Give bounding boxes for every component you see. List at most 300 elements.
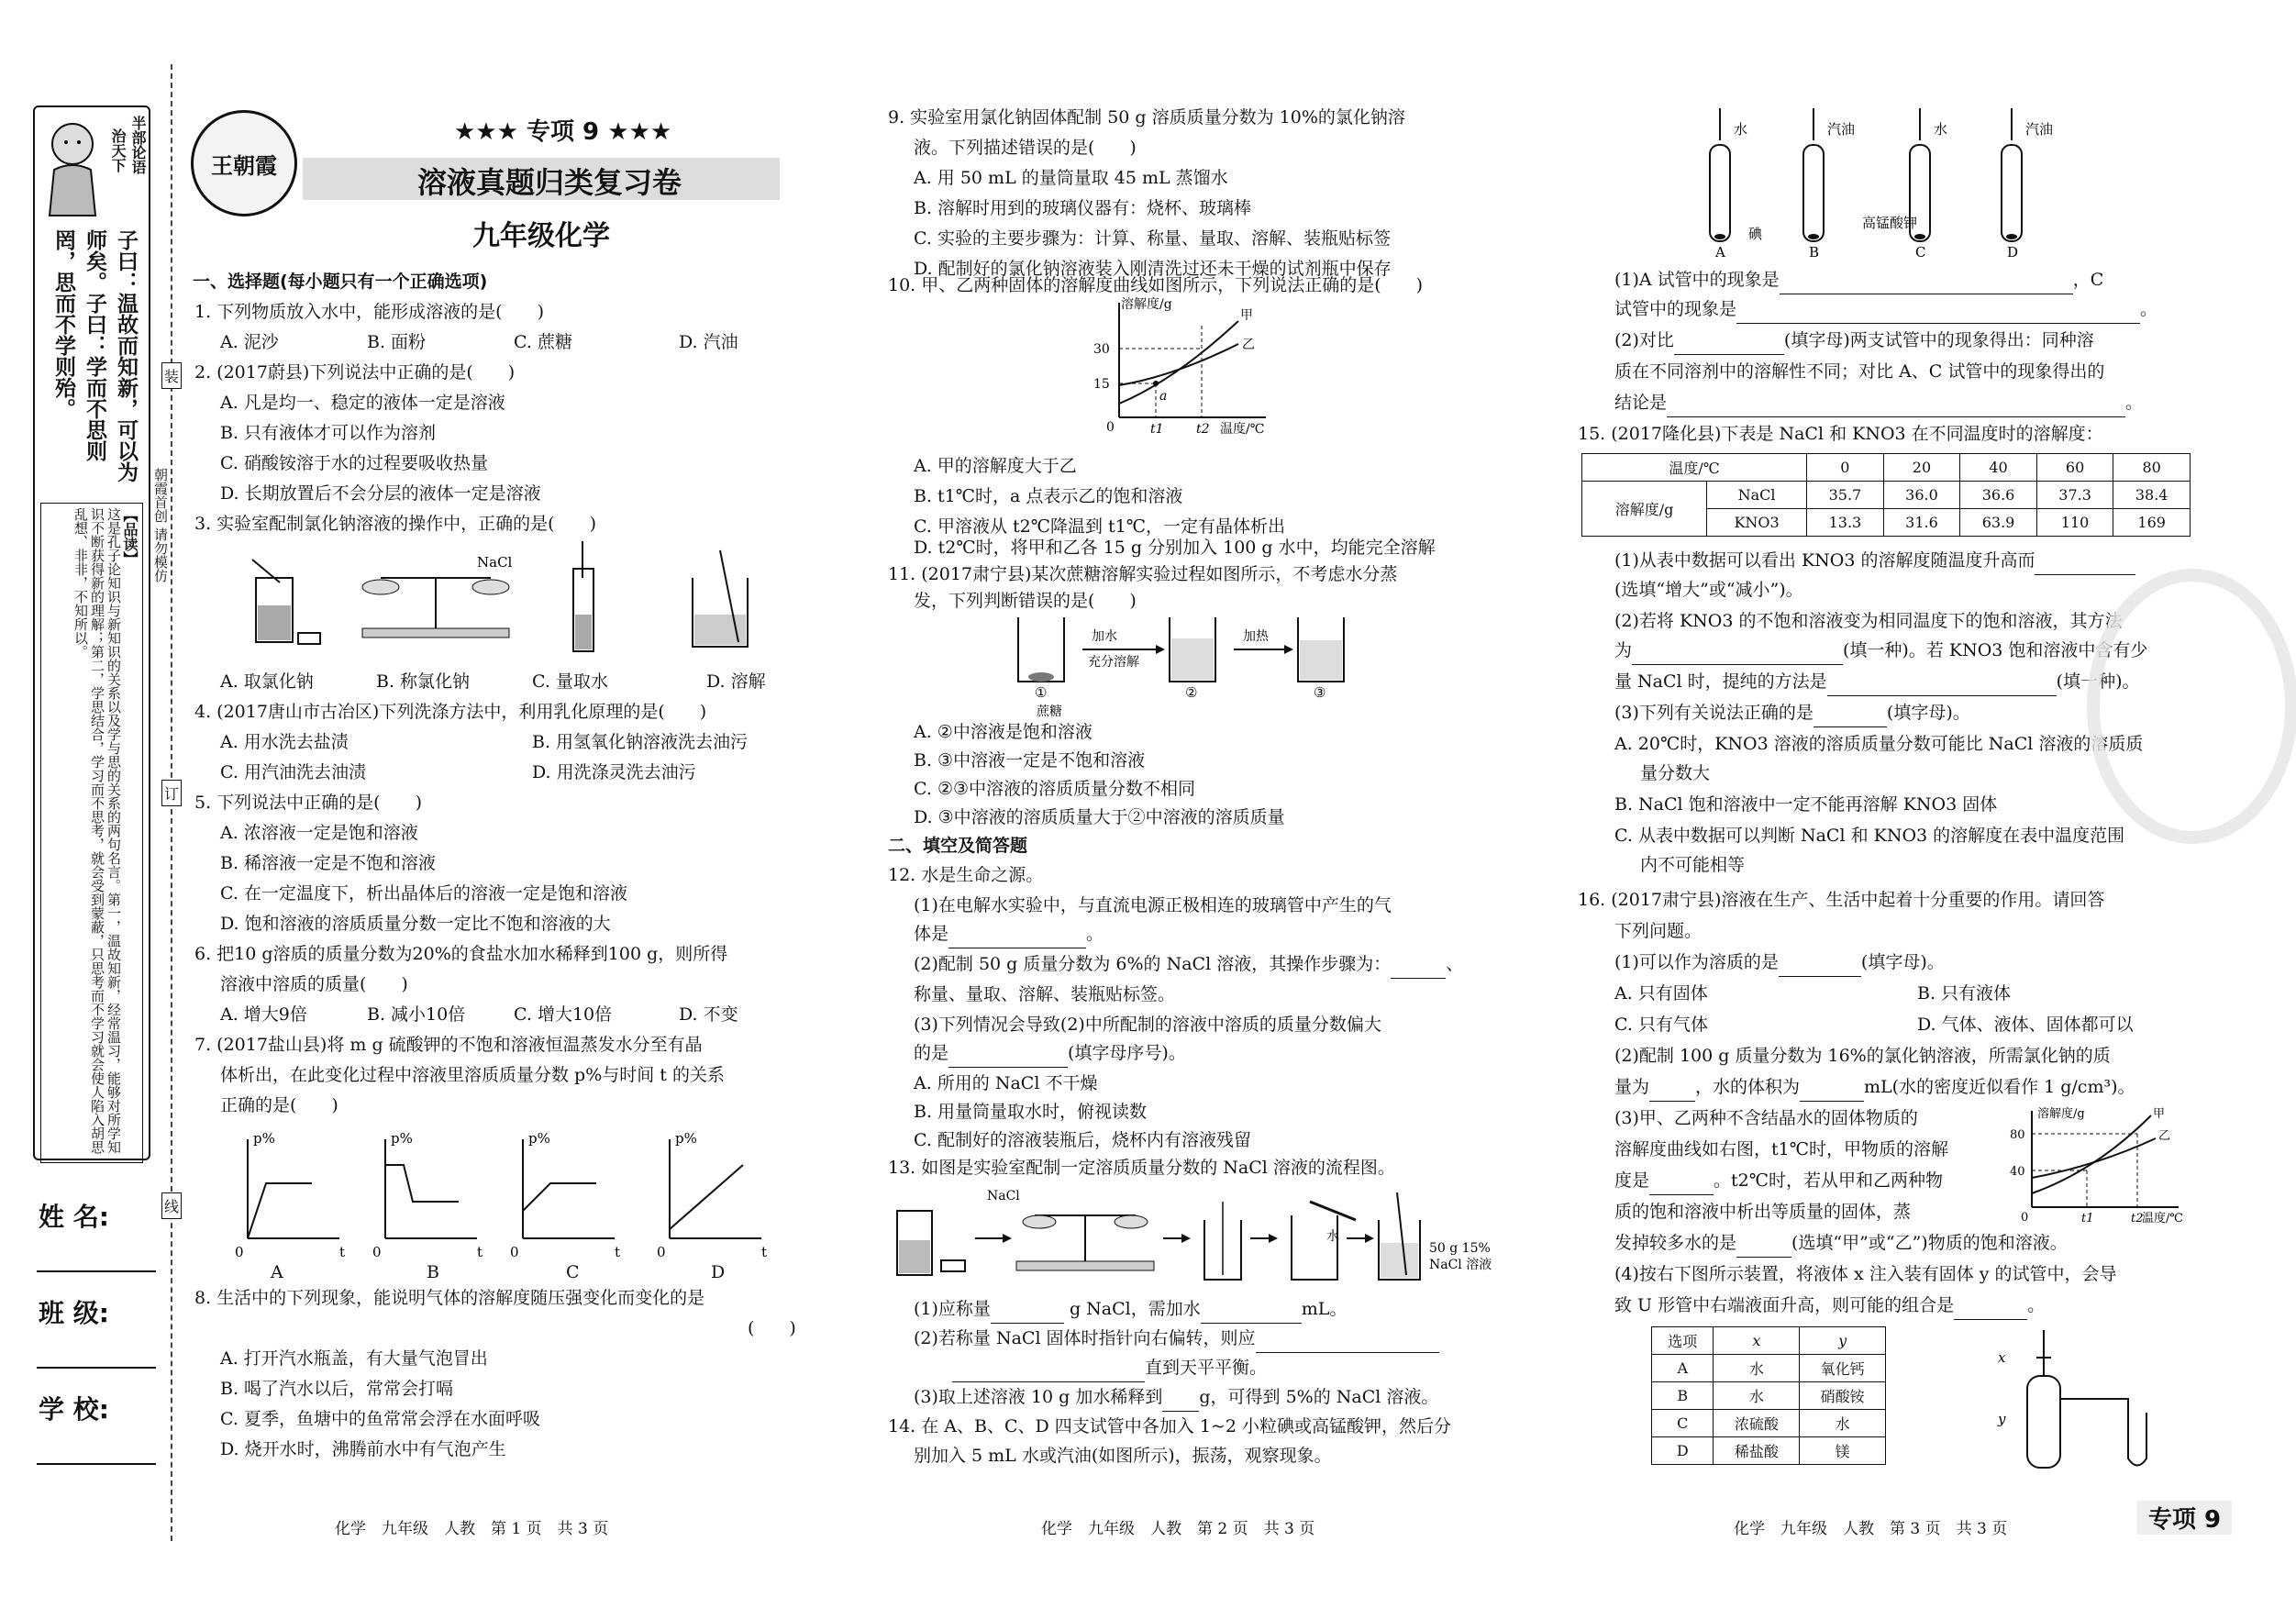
q13-3-blank[interactable] (1162, 1392, 1199, 1412)
seal-mark-2: 订 (161, 780, 182, 806)
q7-graph-a (235, 1130, 345, 1260)
table-cell: 110 (2036, 509, 2113, 537)
logo-text: 王朝霞 (211, 151, 277, 179)
q11-line2: 发，下列判断错误的是( ) (914, 591, 1137, 611)
q15-opt-c[interactable]: C. 从表中数据可以判断 NaCl 和 KNO3 的溶解度在表中温度范围 (1614, 826, 2125, 846)
q15-opt-a[interactable]: A. 20℃时，KNO3 溶液的溶质质量分数可能比 NaCl 溶液的溶质质 (1614, 734, 2144, 754)
q7d-t: t (761, 1244, 768, 1260)
q12-2-blank[interactable] (1391, 959, 1446, 979)
q16-apparatus (1991, 1321, 2174, 1486)
q11-n1: ① (1035, 684, 1048, 701)
table-cell: 水 (1714, 1355, 1800, 1382)
q15-3-text: (3)下列有关说法正确的是 (1614, 703, 1814, 723)
q16-opt-a[interactable]: A. 只有固体 (1614, 983, 1708, 1004)
table-cell: A (1652, 1355, 1714, 1382)
q16-y80: 80 (2010, 1128, 2025, 1142)
q10-opt-d[interactable]: D. t2℃时，将甲和乙各 15 g 分别加入 100 g 水中，均能完全溶解 (914, 538, 1436, 558)
q10-zero: 0 (1106, 420, 1115, 435)
q7c-p: p% (528, 1130, 550, 1147)
q5-opt-b[interactable]: B. 稀溶液一定是不饱和溶液 (220, 853, 437, 873)
q12-1-line1: (1)在电解水实验中，与直流电源正极相连的玻璃管中产生的气 (914, 895, 1392, 915)
q13-3 (914, 1383, 1438, 1412)
seal-mark-1: 装 (161, 362, 182, 389)
q12-3-blank[interactable] (948, 1048, 1068, 1068)
q7-graph-d (657, 1130, 767, 1260)
q7a-p: p% (253, 1130, 275, 1147)
q11-line1: 11. (2017肃宁县)某次蔗糖溶解实验过程如图所示，不考虑水分蒸 (888, 564, 1398, 584)
q15-temp-2: 40 (1960, 454, 2037, 482)
q16-3-line5 (1614, 1229, 2068, 1258)
q16-x-label: x (1998, 1349, 2006, 1366)
scholar-avatar (40, 115, 105, 220)
q15-1-blank[interactable] (2035, 555, 2135, 575)
q16-2-text-b: 量为 (1614, 1077, 1650, 1097)
q16-line1: 16. (2017肃宁县)溶液在生产、生活中起着十分重要的作用。请回答 (1578, 890, 2105, 910)
q7-opt-d[interactable]: D (711, 1262, 726, 1282)
tube-iodine: 碘 (1748, 226, 1763, 242)
q8-opt-a[interactable]: A. 打开汽水瓶盖，有大量气泡冒出 (220, 1348, 488, 1369)
table-cell: 浓硫酸 (1714, 1410, 1800, 1437)
q16-solubility-chart (2004, 1106, 2197, 1225)
q11-opt-a[interactable]: A. ②中溶液是饱和溶液 (914, 722, 1093, 742)
q16-2-blank-b[interactable] (1800, 1081, 1864, 1102)
q16-y-label: y (1998, 1411, 2006, 1427)
q8: 8. 生活中的下列现象，能说明气体的溶解度随压强变化而变化的是 (194, 1288, 705, 1308)
q16-4-line1: (4)按右下图所示装置，将液体 x 注入装有固体 y 的试管中，会导 (1614, 1264, 2117, 1284)
star-icon: ★★★ (607, 118, 672, 146)
q10-opt-c[interactable]: C. 甲溶液从 t2℃降温到 t1℃，一定有晶体析出 (914, 516, 1285, 537)
q1-opt-d[interactable]: D. 汽油 (679, 332, 738, 352)
q7-graph-b (372, 1130, 482, 1260)
q7-graph-c (510, 1130, 620, 1260)
q11-heat: 加热 (1243, 629, 1269, 644)
q7d-zero: 0 (657, 1244, 666, 1260)
q12: 12. 水是生命之源。 (888, 865, 1044, 885)
q7-opt-c[interactable]: C (566, 1262, 580, 1282)
q15-opt-c-cont: 内不可能相等 (1640, 855, 1746, 875)
q10-opt-b[interactable]: B. t1℃时，a 点表示乙的饱和溶液 (914, 486, 1183, 506)
star-icon: ★★★ (454, 118, 518, 146)
q5: 5. 下列说法中正确的是( ) (194, 793, 422, 813)
q13-figure (888, 1183, 1493, 1293)
q7b-t: t (477, 1244, 483, 1260)
q13-2 (914, 1325, 1439, 1353)
table-cell: 水 (1800, 1410, 1886, 1437)
reading-text: 这是孔子论知识与新知识的关系以及学与思的关系的两句名言。第一，温故知新，经常温习，能够对所学知识不断获得新的理解；第二，学思结合，学习而不思考，就会受到蒙蔽，只思考而不学习就会使人陷入胡思乱想、非非，不知所以。 (72, 507, 122, 1154)
q13-3-text-b: g，可得到 5%的 NaCl 溶液。 (1199, 1387, 1439, 1407)
q15-2-line1: (2)若将 KNO3 的不饱和溶液变为相同温度下的饱和溶液，其方法 (1614, 611, 2123, 631)
q15-2-blank-b[interactable] (1827, 676, 2057, 696)
q8-opt-b[interactable]: B. 喝了汽水以后，常常会打嗝 (220, 1379, 454, 1399)
q15-2-text-d: 量 NaCl 时，提纯的方法是 (1614, 671, 1827, 692)
table-cell: 38.4 (2113, 482, 2191, 509)
q15-table (1581, 453, 2191, 537)
q16-1-blank[interactable] (1779, 957, 1861, 977)
q10-xlabel: 温度/℃ (1220, 422, 1265, 437)
q16-xlabel: 温度/℃ (2142, 1212, 2183, 1225)
q15-temp-4: 80 (2113, 454, 2191, 482)
q3-opt-c[interactable]: C. 量取水 (532, 671, 608, 692)
table-cell: 氧化钙 (1800, 1355, 1886, 1382)
q4: 4. (2017唐山市古冶区)下列洗涤方法中，利用乳化原理的是( ) (194, 702, 707, 722)
q15-2-text-c: (填一种)。若 KNO3 饱和溶液中含有少 (1843, 640, 2148, 660)
slogan: 朝霞首创 请勿模仿 (152, 468, 169, 582)
q16-4-line2: 致 U 形管中右端液面升高，则可能的组合是 。 (1614, 1292, 2045, 1320)
q16-2-text-d: mL(水的密度近似看作 1 g/cm³)。 (1864, 1077, 2135, 1097)
q10-y15: 15 (1093, 377, 1110, 392)
q16-opt-d[interactable]: D. 气体、液体、固体都可以 (1917, 1015, 2134, 1035)
section-2-title: 二、填空及简答题 (888, 836, 1028, 856)
q15: 15. (2017隆化县)下表是 NaCl 和 KNO3 在不同温度时的溶解度： (1578, 424, 2103, 444)
q16-2-text-c: ，水的体积为 (1695, 1077, 1801, 1097)
q16-th-option: 选项 (1652, 1327, 1714, 1355)
q14-1-text: (1)A 试管中的现象是 (1614, 270, 1780, 290)
table-cell: 水 (1714, 1382, 1800, 1410)
q16-t2: t2 (2131, 1212, 2144, 1225)
q12-3-line1: (3)下列情况会导致(2)中所配制的溶液中溶质的质量分数偏大 (914, 1015, 1381, 1035)
tube-d-oil: 汽油 (2025, 121, 2054, 138)
q16-3-blank-a[interactable] (1649, 1175, 1714, 1195)
q11-opt-c[interactable]: C. ②③中溶液的溶质质量分数不相同 (914, 779, 1196, 799)
q15-3-text-b: (填字母)。 (1886, 703, 1970, 723)
q14-1-line1 (1614, 266, 2103, 294)
q16-2-blank-a[interactable] (1649, 1081, 1695, 1102)
q5-opt-a[interactable]: A. 浓溶液一定是饱和溶液 (220, 823, 418, 843)
q13-1-blank-b[interactable] (1201, 1303, 1302, 1324)
table-cell: 35.7 (1807, 482, 1884, 509)
q14-2-text-d: 结论是 (1614, 393, 1668, 413)
q14-2-text: (2)对比 (1614, 330, 1674, 350)
q12-2-text: (2)配制 50 g 质量分数为 6%的 NaCl 溶液，其操作步骤为： (914, 954, 1392, 974)
q15-1-line1 (1614, 547, 2135, 575)
q3-figure (243, 541, 830, 660)
table-cell: 镁 (1800, 1437, 1886, 1465)
q8-opt-c[interactable]: C. 夏季，鱼塘中的鱼常常会浮在水面呼吸 (220, 1409, 540, 1429)
q2-opt-a[interactable]: A. 凡是均一、稳定的液体一定是溶液 (220, 393, 505, 413)
q1-opt-a[interactable]: A. 泥沙 (220, 332, 279, 352)
q16-opt-c[interactable]: C. 只有气体 (1614, 1015, 1708, 1035)
q16-3-line3 (1614, 1167, 1943, 1195)
q14-2-blank[interactable] (1674, 335, 1784, 355)
q16-yi: 乙 (2158, 1129, 2171, 1143)
q12-opt-c[interactable]: C. 配制好的溶液装瓶后，烧杯内有溶液残留 (914, 1130, 1251, 1150)
q9-line2: 液。下列描述错误的是( ) (914, 138, 1137, 158)
name-field[interactable] (37, 1270, 156, 1272)
q13-2-text-b: 直到天平平衡。 (1145, 1358, 1268, 1378)
q15-opt-b[interactable]: B. NaCl 饱和溶液中一定不能再溶解 KNO3 固体 (1614, 794, 1998, 815)
q16-3-text-c: 度是 (1614, 1170, 1650, 1191)
q15-temp-0: 0 (1807, 454, 1884, 482)
logo-emblem (191, 110, 297, 216)
table-cell: B (1652, 1382, 1714, 1410)
q15-1-line2: (选填“增大”或“减小”)。 (1614, 580, 1803, 600)
q15-2-line3 (1614, 668, 2139, 696)
q10-y30: 30 (1093, 342, 1110, 357)
q14-2-line3: 结论是 。 (1614, 389, 2143, 417)
q15-sol-header: 溶解度/g (1582, 482, 1707, 537)
q7-line2: 体析出，在此变化过程中溶液里溶质质量分数 p%与时间 t 的关系 (220, 1065, 725, 1085)
q4-opt-c[interactable]: C. 用汽油洗去油渍 (220, 762, 366, 782)
q16-th-y: y (1800, 1327, 1886, 1355)
reading-box (40, 503, 143, 1163)
q16-1 (1614, 948, 1945, 977)
q3: 3. 实验室配制氯化钠溶液的操作中，正确的是( ) (194, 514, 596, 534)
q14-line2: 别加入 5 mL 水或汽油(如图所示)，振荡，观察现象。 (914, 1446, 1332, 1466)
q14-1-blank-a[interactable] (1780, 274, 2073, 294)
q10-ylabel: 溶解度/g (1121, 297, 1172, 312)
table-cell: 63.9 (1960, 509, 2037, 537)
q16-1-text-b: (填字母)。 (1860, 952, 1945, 972)
q16-opt-b[interactable]: B. 只有液体 (1917, 983, 2012, 1004)
q15-3 (1614, 699, 1970, 727)
q12-3-text: 的是 (914, 1043, 949, 1063)
q1: 1. 下列物质放入水中，能形成溶液的是( ) (194, 302, 544, 322)
q7-opt-a[interactable]: A (271, 1262, 283, 1282)
q13-water: 水 (1326, 1229, 1339, 1244)
q13-label2: NaCl 溶液 (1429, 1258, 1492, 1272)
q13-1 (914, 1295, 1347, 1324)
q4-opt-d[interactable]: D. 用洗涤灵洗去油污 (532, 762, 696, 782)
q16-ylabel: 溶解度/g (2037, 1107, 2085, 1121)
q12-1-text: 体是 (914, 924, 949, 944)
q11-dissolve: 充分溶解 (1088, 655, 1139, 670)
q13-nacl: NaCl (987, 1189, 1020, 1203)
q11-opt-d[interactable]: D. ③中溶液的溶质质量大于②中溶液的溶质质量 (914, 807, 1285, 827)
tube-kmno4: 高锰酸钾 (1862, 215, 1918, 231)
q12-1-line2: 体是 。 (914, 920, 1104, 948)
motto-b: 治天下 (109, 128, 127, 172)
tube-label-a: A (1715, 244, 1725, 260)
q14-2-blank-b[interactable] (1667, 397, 2125, 417)
q16-3-line4: 质的饱和溶液中析出等质量的固体，蒸 (1614, 1202, 1912, 1222)
tube-b (1803, 108, 1824, 241)
q15-2-text-b: 为 (1614, 640, 1633, 660)
q5-opt-d[interactable]: D. 饱和溶液的溶质质量分数一定比不饱和溶液的大 (220, 914, 611, 934)
q16-3-blank-b[interactable] (1736, 1237, 1791, 1258)
q15-temp-1: 20 (1883, 454, 1960, 482)
reading-title: 【品读】 (121, 507, 139, 566)
q11-opt-b[interactable]: B. ③中溶液一定是不饱和溶液 (914, 750, 1146, 771)
q11-n3: ③ (1314, 684, 1326, 701)
q7b-p: p% (391, 1130, 413, 1147)
q14-2-line2: 质在不同溶剂中的溶解性不同；对比 A、C 试管中的现象得出的 (1614, 361, 2105, 382)
q9-opt-c[interactable]: C. 实验的主要步骤为：计算、称量、量取、溶解、装瓶贴标签 (914, 228, 1391, 249)
tube-label-b: B (1809, 244, 1820, 260)
table-cell: 169 (2113, 509, 2191, 537)
q16-table (1651, 1326, 1886, 1465)
q7-line1: 7. (2017盐山县)将 m g 硫酸钾的不饱和溶液恒温蒸发水分至有晶 (194, 1035, 703, 1055)
q15-3-blank[interactable] (1814, 707, 1887, 727)
school-field[interactable] (37, 1463, 156, 1465)
q12-1-blank[interactable] (948, 928, 1086, 948)
q16-3-text-g: (选填“甲”或“乙”)物质的饱和溶液。 (1791, 1233, 2068, 1253)
subject-title: 九年级化学 (472, 220, 610, 252)
q13-2-text: (2)若称量 NaCl 固体时指针向右偏转，则应 (914, 1328, 1256, 1348)
q13-2-line2 (952, 1354, 1267, 1382)
q14-line1: 14. 在 A、B、C、D 四支试管中各加入 1~2 小粒碘或高锰酸钾，然后分 (888, 1416, 1451, 1436)
q10-opt-a[interactable]: A. 甲的溶解度大于乙 (914, 456, 1077, 476)
q12-3-hint: (填字母序号)。 (1068, 1043, 1186, 1063)
q15-nacl: NaCl (1707, 482, 1807, 509)
watermark-seal-icon (2087, 569, 2296, 844)
q13-1-text-b: g NaCl，需加水 (1069, 1299, 1201, 1319)
q13: 13. 如图是实验室配制一定溶质质量分数的 NaCl 溶液的流程图。 (888, 1158, 1395, 1178)
table-cell: 稀盐酸 (1714, 1437, 1800, 1465)
q7a-t: t (339, 1244, 346, 1260)
class-label: 班 级: (39, 1298, 109, 1328)
q6-opt-c[interactable]: C. 增大10倍 (514, 1004, 613, 1025)
footer-page-2: 化学 九年级 人教 第 2 页 共 3 页 (1041, 1520, 1315, 1538)
q15-1-text: (1)从表中数据可以看出 KNO3 的溶解度随温度升高而 (1614, 550, 2035, 571)
tube-b-oil: 汽油 (1827, 121, 1856, 138)
school-label: 学 校: (39, 1394, 109, 1425)
q9-opt-a[interactable]: A. 用 50 mL 的量筒量取 45 mL 蒸馏水 (914, 168, 1228, 188)
q15-2-text-e: (填一种)。 (2056, 671, 2140, 692)
q13-2-blank[interactable] (1256, 1333, 1439, 1353)
q16-2-line2 (1614, 1073, 2135, 1102)
motto-a: 半部论语 (129, 116, 147, 174)
q6-opt-d[interactable]: D. 不变 (679, 1004, 738, 1025)
q15-kno3: KNO3 (1707, 509, 1807, 537)
footer-page-3: 化学 九年级 人教 第 3 页 共 3 页 (1734, 1520, 2008, 1538)
q16-4-blank[interactable] (1954, 1300, 2027, 1320)
q6-opt-a[interactable]: A. 增大9倍 (220, 1004, 307, 1025)
q13-3-text: (3)取上述溶液 10 g 加水稀释到 (914, 1387, 1163, 1407)
q10-point-a: a (1159, 389, 1168, 404)
q7b-zero: 0 (372, 1244, 382, 1260)
q3-nacl-label: NaCl (477, 554, 513, 571)
q16-zero: 0 (2021, 1211, 2029, 1225)
q14-1-line2: 试管中的现象是 。 (1614, 295, 2157, 324)
q16-3-line1: (3)甲、乙两种不含结晶水的固体物质的 (1614, 1108, 1918, 1128)
q9-opt-d[interactable]: D. 配制好的氯化钠溶液装入刚清洗过还未干燥的试剂瓶中保存 (914, 259, 1392, 279)
q10-t2: t2 (1196, 422, 1210, 437)
q7-graphs (220, 1128, 807, 1266)
q11-add-water: 加水 (1092, 629, 1117, 644)
side-quote: 子曰：温故而知新，可以为师矣。子曰：学而不思则罔，思而不学则殆。 (51, 229, 139, 482)
q12-opt-b[interactable]: B. 用量筒量取水时，俯视读数 (914, 1102, 1148, 1122)
series-text: 专项 9 (527, 118, 600, 146)
table-cell: 36.6 (1960, 482, 2037, 509)
q13-1-blank-a[interactable] (991, 1303, 1064, 1324)
q7d-p: p% (675, 1130, 697, 1147)
q16-t1: t1 (2081, 1212, 2094, 1225)
q7-opt-b[interactable]: B (427, 1262, 439, 1282)
q15-temp-3: 60 (2036, 454, 2113, 482)
q2-opt-c[interactable]: C. 硝酸铵溶于水的过程要吸收热量 (220, 453, 488, 473)
q7-line3: 正确的是( ) (220, 1095, 338, 1115)
q6-line2: 溶液中溶质的质量( ) (220, 974, 408, 994)
tube-d (2002, 108, 2022, 241)
q16-2-line1: (2)配制 100 g 质量分数为 16%的氯化钠溶液，所需氯化钠的质 (1614, 1046, 2111, 1066)
q4-opt-b[interactable]: B. 用氢氧化钠溶液洗去油污 (532, 732, 749, 752)
q15-2-blank-a[interactable] (1632, 645, 1843, 665)
q5-opt-c[interactable]: C. 在一定温度下，析出晶体后的溶液一定是饱和溶液 (220, 883, 627, 904)
q1-opt-c[interactable]: C. 蔗糖 (514, 332, 572, 352)
tube-a (1710, 108, 1730, 241)
q16-3-text-f: 发掉较多水的是 (1614, 1233, 1737, 1253)
q14-test-tubes (1669, 99, 2055, 260)
section-1-title: 一、选择题(每小题只有一个正确选项) (193, 272, 488, 292)
footer-page-1: 化学 九年级 人教 第 1 页 共 3 页 (335, 1520, 609, 1538)
q12-2-line2: 称量、量取、溶解、装瓶贴标签。 (914, 984, 1176, 1004)
q14-1-text-c: 试管中的现象是 (1614, 299, 1737, 319)
q10-t1: t1 (1150, 422, 1164, 437)
q14-2-text-b: (填字母)两支试管中的现象得出：同种溶 (1783, 330, 2094, 350)
q2-opt-d[interactable]: D. 长期放置后不会分层的液体一定是溶液 (220, 483, 541, 504)
page-title: 溶液真题归类复习卷 (417, 165, 682, 200)
q16-1-text: (1)可以作为溶质的是 (1614, 952, 1779, 972)
q14-1-text-b: ，C (2072, 270, 2104, 290)
table-cell: 37.3 (2036, 482, 2113, 509)
q9-line1: 9. 实验室用氯化钠固体配制 50 g 溶质质量分数为 10%的氯化钠溶 (888, 107, 1405, 128)
q13-1-text-c: mL。 (1301, 1299, 1348, 1319)
q7a-zero: 0 (235, 1244, 244, 1260)
q13-1-text: (1)应称量 (914, 1299, 991, 1319)
table-cell: 36.0 (1883, 482, 1960, 509)
q12-2-line1: (2)配制 50 g 质量分数为 6%的 NaCl 溶液，其操作步骤为： 、 (914, 950, 1463, 979)
table-cell: C (1652, 1410, 1714, 1437)
q8-paren: ( ) (748, 1318, 796, 1338)
q11-sugar: 蔗糖 (1037, 704, 1062, 719)
q16-4-text-b: 致 U 形管中右端液面升高，则可能的组合是 (1614, 1295, 1955, 1315)
q11-n2: ② (1185, 684, 1198, 701)
q12-opt-a[interactable]: A. 所用的 NaCl 不干燥 (914, 1073, 1098, 1093)
seal-mark-3: 线 (161, 1192, 182, 1219)
q13-2-blank-b[interactable] (952, 1362, 1145, 1382)
q11-figure (1009, 613, 1358, 723)
table-cell: 31.6 (1883, 509, 1960, 537)
q16-line2: 下列问题。 (1614, 921, 1703, 941)
q16-3-line2: 溶解度曲线如右图，t1℃时，甲物质的溶解 (1614, 1139, 1948, 1159)
q10-solubility-chart (1082, 294, 1284, 440)
q10: 10. 甲、乙两种固体的溶解度曲线如图所示，下列说法正确的是( ) (888, 275, 1424, 295)
q14-2-line1 (1614, 327, 2094, 355)
q2-opt-b[interactable]: B. 只有液体才可以作为溶剂 (220, 423, 437, 443)
tube-label-d: D (2007, 244, 2019, 260)
tube-label-c: C (1915, 244, 1926, 260)
q7c-t: t (615, 1244, 621, 1260)
footer-tag: 专项 9 (2137, 1501, 2232, 1535)
q16-jia: 甲 (2153, 1107, 2166, 1121)
q15-temp-header: 温度/℃ (1582, 454, 1807, 482)
q16-3-text-d: 。t2℃时，若从甲和乙两种物 (1714, 1170, 1943, 1191)
q13-label: 50 g 15% (1429, 1241, 1491, 1256)
q3-opt-d[interactable]: D. 溶解 (706, 671, 766, 692)
table-cell: D (1652, 1437, 1714, 1465)
table-cell: 13.3 (1807, 509, 1884, 537)
q14-1-blank-b[interactable] (1736, 304, 2140, 324)
q16-y40: 40 (2010, 1165, 2025, 1179)
q1-opt-b[interactable]: B. 面粉 (367, 332, 427, 352)
class-field[interactable] (37, 1367, 156, 1369)
q4-opt-a[interactable]: A. 用水洗去盐渍 (220, 732, 349, 752)
q10-yi: 乙 (1242, 338, 1255, 352)
q8-opt-d[interactable]: D. 烧开水时，沸腾前水中有气泡产生 (220, 1439, 506, 1459)
table-cell: 硝酸铵 (1800, 1382, 1886, 1410)
q6-opt-b[interactable]: B. 减小10倍 (367, 1004, 466, 1025)
tube-a-water: 水 (1734, 121, 1748, 138)
tube-c-water: 水 (1934, 121, 1948, 138)
q7c-zero: 0 (510, 1244, 519, 1260)
q3-opt-a[interactable]: A. 取氯化钠 (220, 671, 314, 692)
q2: 2. (2017蔚县)下列说法中正确的是( ) (194, 362, 516, 383)
q15-opt-a-cont: 量分数大 (1640, 763, 1711, 783)
q12-3-line2 (914, 1039, 1186, 1068)
q3-opt-b[interactable]: B. 称氯化钠 (376, 671, 471, 692)
q9-opt-b[interactable]: B. 溶解时用到的玻璃仪器有：烧杯、玻璃棒 (914, 198, 1252, 218)
name-label: 姓 名: (39, 1202, 109, 1232)
